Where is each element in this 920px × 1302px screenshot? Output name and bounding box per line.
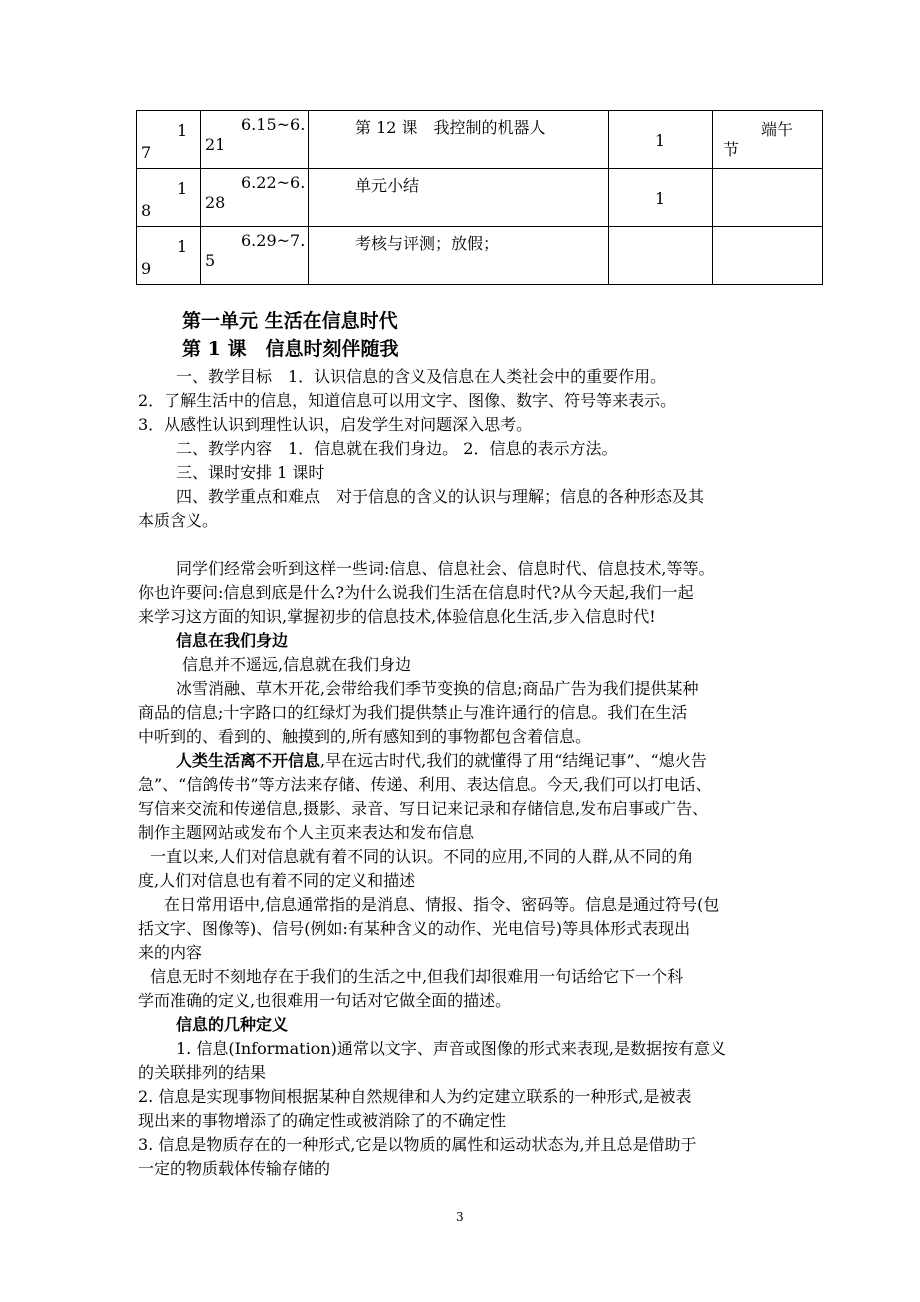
- date-cell: 6.29~7. 5: [201, 227, 309, 285]
- definition-line: 一定的物质载体传输存储的: [138, 1159, 331, 1178]
- definition-line: 1. 信息(Information)通常以文字、声音或图像的形式来表现,是数据按有意义: [176, 1039, 726, 1058]
- paragraph-line: 信息并不遥远,信息就在我们身边: [182, 655, 412, 674]
- note-cell: [713, 227, 823, 285]
- topic-cell: 第 12 课 我控制的机器人: [309, 111, 609, 169]
- paragraph-line: 学而准确的定义,也很难用一句话对它做全面的描述。: [138, 991, 512, 1010]
- paragraph-line: 来的内容: [138, 943, 203, 962]
- table-row: [137, 227, 823, 285]
- paragraph-line: 人类生活离不开信息,早在远古时代,我们的就懂得了用“结绳记事”、“熄火告: [176, 751, 707, 770]
- paragraph-line: 制作主题网站或发布个人主页来表达和发布信息: [138, 823, 475, 842]
- section-heading: 信息在我们身边: [176, 631, 289, 650]
- date-cell: 6.22~6. 28: [201, 169, 309, 227]
- page-number: 3: [456, 1210, 464, 1224]
- paragraph-line: 度,人们对信息也有着不同的定义和描述: [138, 871, 416, 890]
- objective-line: 一、教学目标 1．认识信息的含义及信息在人类社会中的重要作用。: [176, 367, 667, 386]
- paragraph-line: 一直以来,人们对信息就有着不同的认识。不同的应用,不同的人群,从不同的角: [150, 847, 694, 866]
- key-points-line: 四、教学重点和难点 对于信息的含义的认识与理解；信息的各种形态及其: [176, 487, 705, 506]
- week-cell: 1 9: [137, 227, 201, 285]
- topic-cell: 考核与评测；放假；: [309, 227, 609, 285]
- objective-line: 3．从感性认识到理性认识，启发学生对问题深入思考。: [138, 415, 533, 434]
- paragraph-line: 冰雪消融、草木开花,会带给我们季节变换的信息;商品广告为我们提供某种: [176, 679, 699, 698]
- lesson-title: 第 1 课 信息时刻伴随我: [182, 338, 399, 360]
- date-cell: 6.15~6. 21: [201, 111, 309, 169]
- paragraph-line: 急”、“信鸽传书”等方法来存储、传递、利用、表达信息。今天,我们可以打电话、: [138, 775, 712, 794]
- definition-line: 的关联排列的结果: [138, 1063, 267, 1082]
- definition-line: 现出来的事物增添了的确定性或被消除了的不确定性: [138, 1111, 507, 1130]
- content-line: 二、教学内容 1．信息就在我们身边。 2．信息的表示方法。: [176, 439, 618, 458]
- schedule-table: [136, 110, 823, 285]
- paragraph-line: 同学们经常会听到这样一些词:信息、信息社会、信息时代、信息技术,等等。: [176, 559, 715, 578]
- week-cell: 1 8: [137, 169, 201, 227]
- paragraph-line: 信息无时不刻地存在于我们的生活之中,但我们却很难用一句话给它下一个科: [150, 967, 684, 986]
- paragraph-line: 中听到的、看到的、触摸到的,所有感知到的事物都包含着信息。: [138, 727, 592, 746]
- paragraph-line: 括文字、图像等)、信号(例如:有某种含义的动作、光电信号)等具体形式表现出: [138, 919, 691, 938]
- paragraph-line: 写信来交流和传递信息,摄影、录音、写日记来记录和存储信息,发布启事或广告、: [138, 799, 709, 818]
- note-cell: 端午 节: [713, 111, 823, 169]
- table-row: [137, 169, 823, 227]
- objective-line: 2．了解生活中的信息，知道信息可以用文字、图像、数字、符号等来表示。: [138, 391, 677, 410]
- hours-cell: [609, 227, 713, 285]
- schedule-line: 三、课时安排 1 课时: [176, 463, 325, 482]
- section-heading: 信息的几种定义: [176, 1015, 289, 1034]
- paragraph-line: 在日常用语中,信息通常指的是消息、情报、指令、密码等。信息是通过符号(包: [164, 895, 720, 914]
- key-points-line: 本质含义。: [138, 511, 219, 530]
- hours-cell: 1: [609, 169, 713, 227]
- unit-title: 第一单元 生活在信息时代: [182, 310, 398, 332]
- hours-cell: 1: [609, 111, 713, 169]
- topic-cell: 单元小结: [309, 169, 609, 227]
- emphasis-text: 人类生活离不开信息: [176, 751, 321, 770]
- table-row: [137, 111, 823, 169]
- definition-line: 3. 信息是物质存在的一种形式,它是以物质的属性和运动状态为,并且总是借助于: [138, 1135, 697, 1154]
- note-cell: [713, 169, 823, 227]
- paragraph-line: 来学习这方面的知识,掌握初步的信息技术,体验信息化生活,步入信息时代!: [138, 607, 656, 626]
- paragraph-line: 商品的信息;十字路口的红绿灯为我们提供禁止与准许通行的信息。我们在生活: [138, 703, 688, 722]
- week-cell: 1 7: [137, 111, 201, 169]
- paragraph-line: 你也许要问:信息到底是什么?为什么说我们生活在信息时代?从今天起,我们一起: [138, 583, 694, 602]
- definition-line: 2. 信息是实现事物间根据某种自然规律和人为约定建立联系的一种形式,是被表: [138, 1087, 692, 1106]
